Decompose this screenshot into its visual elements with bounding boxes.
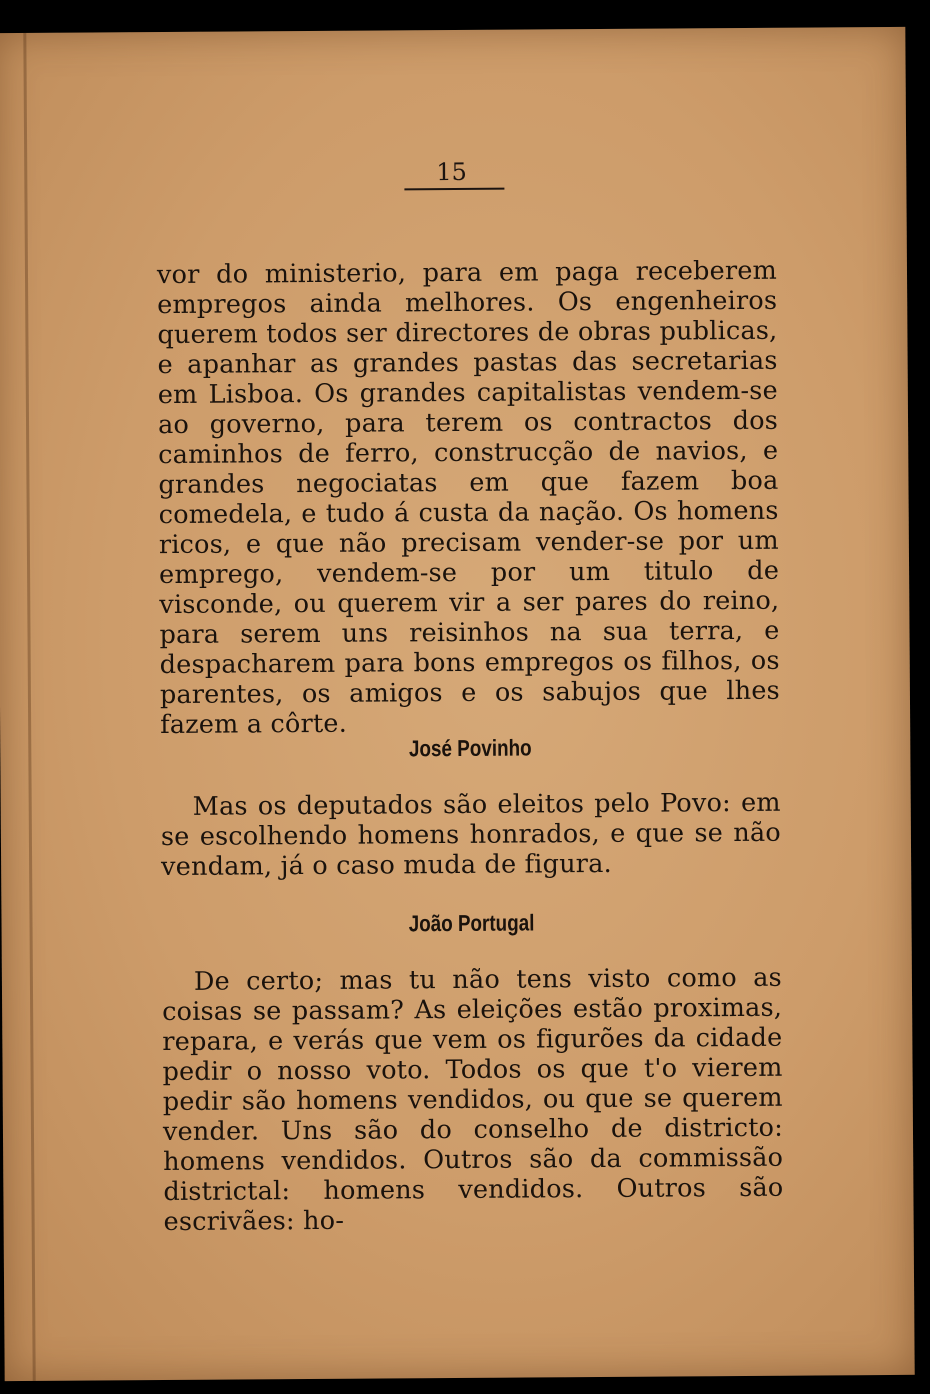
page-number: 15: [436, 157, 467, 187]
speaker-heading-jose-povinho: José Povinho: [408, 734, 532, 762]
paragraph-1: [157, 256, 780, 740]
speaker-heading-joao-portugal: João Portugal: [408, 909, 535, 937]
paragraph-3: [162, 963, 784, 1237]
paragraph-3-text: De certo; mas tu não tens visto como as coisas se passam? As eleições estão proximas, repara, e verás que vem os figurões da cidade pedir o nosso voto. Todos os que t'o vierem pedir são homens vendidos, ou que se querem vender. Uns são do conselho de districto: homens vendidos. Outros são da commissão districtal: homens vendidos. Outros são escrivães: ho-: [162, 962, 784, 1238]
book-page: [0, 27, 915, 1381]
page-number-rule: [404, 188, 504, 191]
page-fold-shadow: [23, 33, 35, 1381]
paragraph-2: [161, 788, 782, 882]
paragraph-2-text: Mas os deputados são eleitos pelo Povo: em se escolhendo homens honrados, e que se não vendam, já o caso muda de figura.: [160, 787, 782, 883]
paragraph-1-text: vor do ministerio, para em paga receberem empregos ainda melhores. Os engenheiros querem todos ser directores de obras publicas, e apanhar as grandes pastas das secretarias em Lisboa. Os grandes capitalistas vendem-se ao governo, para terem os contractos dos caminhos de ferro, construcção de navios, e grandes negociatas em que fazem boa comedela, e tudo á custa da nação. Os homens ricos, e que não precisam vender-se por um emprego, vendem-se por um titulo de visconde, ou querem vir a ser pares do reino, para serem uns reisinhos na sua terra, e despacharem para bons empregos os filhos, os parentes, os amigos e os sabujos que lhes fazem a côrte.: [156, 255, 781, 741]
